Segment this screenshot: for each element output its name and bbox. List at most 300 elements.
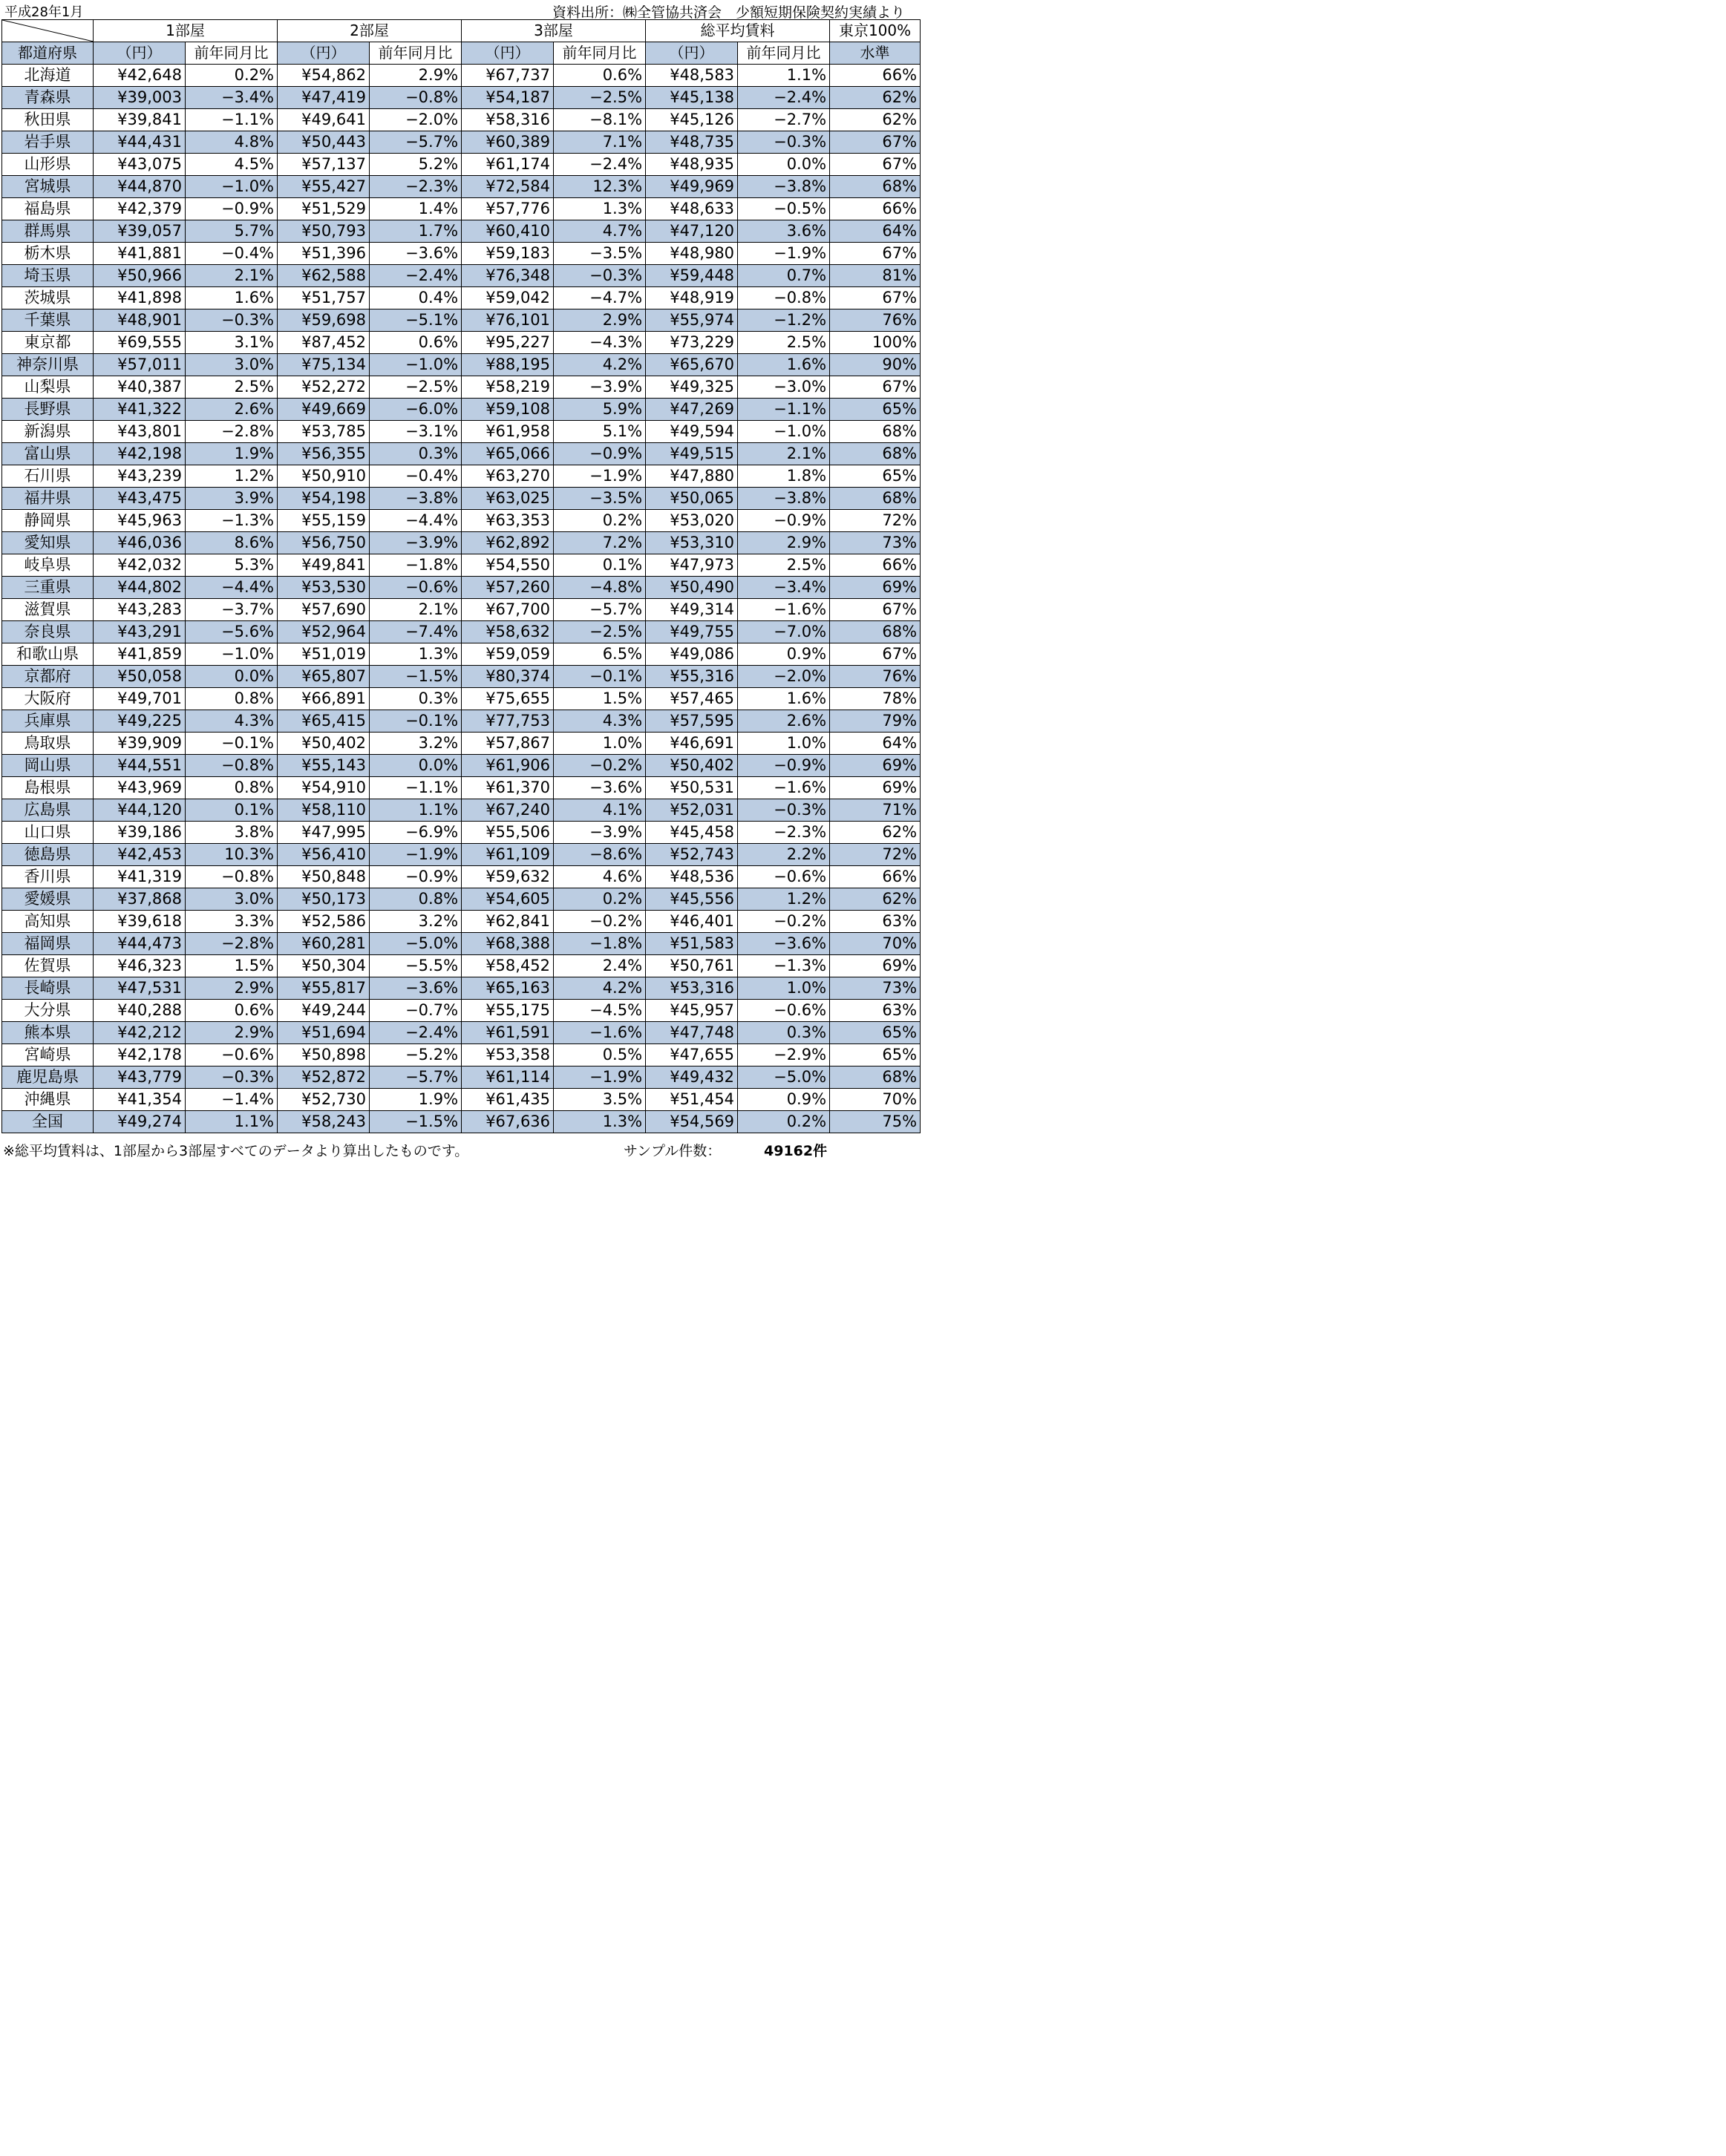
value-cell: ¥55,974 [646, 309, 738, 332]
value-cell: ¥47,973 [646, 554, 738, 577]
table-row [2, 243, 921, 265]
value-cell: 69% [830, 755, 921, 777]
value-cell: ¥39,003 [94, 87, 186, 109]
value-cell: ¥48,935 [646, 154, 738, 176]
value-cell: −1.0% [186, 176, 278, 198]
value-cell: ¥57,595 [646, 710, 738, 733]
value-cell: ¥50,966 [94, 265, 186, 287]
prefecture-cell: 栃木県 [2, 243, 94, 265]
value-cell: ¥65,670 [646, 354, 738, 376]
value-cell: ¥55,159 [278, 510, 370, 532]
value-cell: ¥51,019 [278, 643, 370, 666]
table-row [2, 933, 921, 955]
value-cell: 70% [830, 933, 921, 955]
prefecture-cell: 宮城県 [2, 176, 94, 198]
table-row [2, 354, 921, 376]
value-cell: 1.9% [186, 443, 278, 465]
table-row [2, 1111, 921, 1133]
value-cell: 4.5% [186, 154, 278, 176]
prefecture-cell: 静岡県 [2, 510, 94, 532]
value-cell: −1.6% [738, 599, 830, 621]
table-row [2, 176, 921, 198]
table-row [2, 532, 921, 554]
value-cell: ¥50,898 [278, 1044, 370, 1066]
value-cell: −3.4% [738, 577, 830, 599]
value-cell: 64% [830, 220, 921, 243]
group-header-3room: 3部屋 [462, 20, 646, 42]
value-cell: ¥65,415 [278, 710, 370, 733]
value-cell: ¥42,178 [94, 1044, 186, 1066]
value-cell: 2.1% [738, 443, 830, 465]
table-row [2, 755, 921, 777]
value-cell: 5.9% [554, 399, 646, 421]
table-row [2, 510, 921, 532]
value-cell: 1.4% [370, 198, 462, 220]
value-cell: ¥61,591 [462, 1022, 554, 1044]
table-row [2, 309, 921, 332]
prefecture-cell: 新潟県 [2, 421, 94, 443]
value-cell: ¥41,322 [94, 399, 186, 421]
prefecture-cell: 大分県 [2, 1000, 94, 1022]
prefecture-cell: 高知県 [2, 911, 94, 933]
value-cell: ¥37,868 [94, 888, 186, 911]
value-cell: ¥45,138 [646, 87, 738, 109]
prefecture-cell: 茨城県 [2, 287, 94, 309]
value-cell: ¥52,743 [646, 844, 738, 866]
table-row [2, 710, 921, 733]
value-cell: 3.3% [186, 911, 278, 933]
value-cell: ¥53,316 [646, 977, 738, 1000]
prefecture-cell: 愛媛県 [2, 888, 94, 911]
value-cell: ¥43,475 [94, 488, 186, 510]
value-cell: ¥67,240 [462, 799, 554, 822]
value-cell: 2.5% [738, 554, 830, 577]
value-cell: 67% [830, 131, 921, 154]
value-cell: ¥49,594 [646, 421, 738, 443]
value-cell: 67% [830, 599, 921, 621]
value-cell: ¥51,396 [278, 243, 370, 265]
value-cell: 65% [830, 1022, 921, 1044]
table-row [2, 911, 921, 933]
value-cell: ¥44,120 [94, 799, 186, 822]
value-cell: 1.6% [738, 354, 830, 376]
value-cell: 3.6% [738, 220, 830, 243]
value-cell: ¥49,086 [646, 643, 738, 666]
value-cell: −5.0% [370, 933, 462, 955]
value-cell: 69% [830, 777, 921, 799]
value-cell: −0.6% [738, 1000, 830, 1022]
value-cell: 0.6% [186, 1000, 278, 1022]
value-cell: 0.9% [738, 643, 830, 666]
value-cell: ¥67,737 [462, 65, 554, 87]
value-cell: −0.6% [738, 866, 830, 888]
prefecture-cell: 鹿児島県 [2, 1066, 94, 1089]
value-cell: −0.4% [370, 465, 462, 488]
value-cell: ¥44,802 [94, 577, 186, 599]
value-cell: 3.9% [186, 488, 278, 510]
table-row [2, 1044, 921, 1066]
value-cell: ¥75,134 [278, 354, 370, 376]
value-cell: ¥42,648 [94, 65, 186, 87]
value-cell: ¥49,244 [278, 1000, 370, 1022]
value-cell: 5.2% [370, 154, 462, 176]
value-cell: ¥87,452 [278, 332, 370, 354]
table-row [2, 265, 921, 287]
value-cell: 76% [830, 666, 921, 688]
value-cell: 2.9% [186, 1022, 278, 1044]
value-cell: 73% [830, 532, 921, 554]
header-row-sub [2, 42, 921, 65]
value-cell: 69% [830, 577, 921, 599]
value-cell: −7.0% [738, 621, 830, 643]
value-cell: −4.3% [554, 332, 646, 354]
value-cell: −2.4% [738, 87, 830, 109]
prefecture-cell: 奈良県 [2, 621, 94, 643]
value-cell: 67% [830, 643, 921, 666]
prefecture-cell: 群馬県 [2, 220, 94, 243]
value-cell: 81% [830, 265, 921, 287]
value-cell: 0.4% [370, 287, 462, 309]
value-cell: 1.2% [186, 465, 278, 488]
table-body [2, 65, 921, 1133]
value-cell: −0.1% [554, 666, 646, 688]
value-cell: ¥50,910 [278, 465, 370, 488]
prefecture-cell: 山口県 [2, 822, 94, 844]
value-cell: −4.4% [186, 577, 278, 599]
prefecture-cell: 島根県 [2, 777, 94, 799]
table-row [2, 777, 921, 799]
value-cell: 0.8% [186, 688, 278, 710]
value-cell: ¥61,109 [462, 844, 554, 866]
value-cell: 68% [830, 488, 921, 510]
value-cell: ¥61,435 [462, 1089, 554, 1111]
prefecture-cell: 東京都 [2, 332, 94, 354]
value-cell: 90% [830, 354, 921, 376]
value-cell: ¥52,872 [278, 1066, 370, 1089]
value-cell: ¥59,108 [462, 399, 554, 421]
value-cell: ¥80,374 [462, 666, 554, 688]
value-cell: ¥49,701 [94, 688, 186, 710]
value-cell: −1.1% [370, 777, 462, 799]
value-cell: ¥54,569 [646, 1111, 738, 1133]
value-cell: ¥45,458 [646, 822, 738, 844]
prefecture-cell: 富山県 [2, 443, 94, 465]
value-cell: −0.3% [186, 309, 278, 332]
value-cell: 7.2% [554, 532, 646, 554]
value-cell: 62% [830, 822, 921, 844]
value-cell: ¥52,272 [278, 376, 370, 399]
value-cell: 72% [830, 510, 921, 532]
value-cell: ¥49,314 [646, 599, 738, 621]
value-cell: −0.9% [554, 443, 646, 465]
value-cell: ¥42,379 [94, 198, 186, 220]
value-cell: 2.9% [554, 309, 646, 332]
value-cell: ¥45,963 [94, 510, 186, 532]
value-cell: 0.8% [186, 777, 278, 799]
value-cell: −2.0% [738, 666, 830, 688]
group-header-tokyo-index: 東京100% [830, 20, 921, 42]
value-cell: ¥53,310 [646, 532, 738, 554]
value-cell: ¥54,187 [462, 87, 554, 109]
value-cell: ¥51,454 [646, 1089, 738, 1111]
value-cell: 67% [830, 243, 921, 265]
value-cell: ¥55,316 [646, 666, 738, 688]
value-cell: ¥49,841 [278, 554, 370, 577]
value-cell: 63% [830, 1000, 921, 1022]
value-cell: 2.6% [186, 399, 278, 421]
yoy-header: 前年同月比 [554, 42, 646, 65]
value-cell: ¥50,443 [278, 131, 370, 154]
value-cell: ¥62,892 [462, 532, 554, 554]
value-cell: ¥43,969 [94, 777, 186, 799]
value-cell: ¥59,448 [646, 265, 738, 287]
value-cell: −1.9% [370, 844, 462, 866]
value-cell: −5.7% [370, 131, 462, 154]
value-cell: −0.8% [186, 866, 278, 888]
value-cell: ¥48,980 [646, 243, 738, 265]
prefecture-cell: 山梨県 [2, 376, 94, 399]
value-cell: ¥77,753 [462, 710, 554, 733]
value-cell: ¥50,065 [646, 488, 738, 510]
value-cell: 1.0% [554, 733, 646, 755]
value-cell: 68% [830, 443, 921, 465]
prefecture-cell: 徳島県 [2, 844, 94, 866]
value-cell: 1.8% [738, 465, 830, 488]
value-cell: ¥62,841 [462, 911, 554, 933]
value-cell: 65% [830, 465, 921, 488]
prefecture-cell: 全国 [2, 1111, 94, 1133]
value-cell: ¥62,588 [278, 265, 370, 287]
value-cell: 62% [830, 87, 921, 109]
sample-count-label: サンプル件数： [624, 1143, 722, 1159]
prefecture-cell: 福岡県 [2, 933, 94, 955]
value-cell: ¥41,898 [94, 287, 186, 309]
value-cell: 0.3% [370, 688, 462, 710]
value-cell: ¥51,757 [278, 287, 370, 309]
value-cell: ¥58,243 [278, 1111, 370, 1133]
value-cell: −1.0% [738, 421, 830, 443]
value-cell: ¥66,891 [278, 688, 370, 710]
prefecture-cell: 佐賀県 [2, 955, 94, 977]
value-cell: ¥49,969 [646, 176, 738, 198]
value-cell: 71% [830, 799, 921, 822]
value-cell: −0.8% [370, 87, 462, 109]
value-cell: ¥58,452 [462, 955, 554, 977]
value-cell: ¥56,410 [278, 844, 370, 866]
value-cell: −3.9% [554, 822, 646, 844]
table-row [2, 332, 921, 354]
value-cell: ¥42,198 [94, 443, 186, 465]
prefecture-cell: 山形県 [2, 154, 94, 176]
value-cell: ¥47,748 [646, 1022, 738, 1044]
value-cell: 66% [830, 554, 921, 577]
value-cell: −3.9% [370, 532, 462, 554]
value-cell: 0.6% [370, 332, 462, 354]
value-cell: ¥47,419 [278, 87, 370, 109]
value-cell: ¥76,101 [462, 309, 554, 332]
value-cell: −2.4% [370, 1022, 462, 1044]
value-cell: ¥59,183 [462, 243, 554, 265]
value-cell: ¥53,358 [462, 1044, 554, 1066]
value-cell: ¥50,173 [278, 888, 370, 911]
value-cell: 0.7% [738, 265, 830, 287]
table-row [2, 955, 921, 977]
value-cell: ¥47,880 [646, 465, 738, 488]
value-cell: ¥50,531 [646, 777, 738, 799]
value-cell: ¥59,059 [462, 643, 554, 666]
value-cell: −1.4% [186, 1089, 278, 1111]
value-cell: ¥43,283 [94, 599, 186, 621]
prefecture-cell: 神奈川県 [2, 354, 94, 376]
value-cell: −0.3% [738, 799, 830, 822]
value-cell: ¥47,655 [646, 1044, 738, 1066]
value-cell: ¥49,641 [278, 109, 370, 131]
prefecture-cell: 千葉県 [2, 309, 94, 332]
value-cell: ¥51,694 [278, 1022, 370, 1044]
value-cell: −1.6% [554, 1022, 646, 1044]
prefecture-cell: 熊本県 [2, 1022, 94, 1044]
value-cell: −0.1% [186, 733, 278, 755]
value-cell: −0.8% [738, 287, 830, 309]
prefecture-cell: 岡山県 [2, 755, 94, 777]
table-row [2, 1022, 921, 1044]
value-cell: 65% [830, 1044, 921, 1066]
yen-header: （円） [278, 42, 370, 65]
value-cell: ¥43,075 [94, 154, 186, 176]
value-cell: −3.8% [370, 488, 462, 510]
value-cell: −3.8% [738, 176, 830, 198]
table-row [2, 977, 921, 1000]
value-cell: 1.1% [370, 799, 462, 822]
value-cell: ¥44,431 [94, 131, 186, 154]
value-cell: ¥55,506 [462, 822, 554, 844]
table-row [2, 131, 921, 154]
value-cell: 70% [830, 1089, 921, 1111]
value-cell: −0.9% [738, 510, 830, 532]
yoy-header: 前年同月比 [738, 42, 830, 65]
value-cell: −3.4% [186, 87, 278, 109]
value-cell: ¥49,515 [646, 443, 738, 465]
value-cell: ¥57,011 [94, 354, 186, 376]
table-row [2, 220, 921, 243]
value-cell: −1.8% [554, 933, 646, 955]
value-cell: −1.1% [186, 109, 278, 131]
value-cell: ¥41,319 [94, 866, 186, 888]
prefecture-cell: 青森県 [2, 87, 94, 109]
value-cell: 2.1% [370, 599, 462, 621]
value-cell: ¥75,655 [462, 688, 554, 710]
value-cell: ¥40,288 [94, 1000, 186, 1022]
value-cell: −1.5% [370, 1111, 462, 1133]
value-cell: ¥57,465 [646, 688, 738, 710]
table-row [2, 465, 921, 488]
prefecture-cell: 石川県 [2, 465, 94, 488]
prefecture-cell: 北海道 [2, 65, 94, 87]
value-cell: ¥57,690 [278, 599, 370, 621]
table-row [2, 577, 921, 599]
value-cell: −0.6% [370, 577, 462, 599]
value-cell: 79% [830, 710, 921, 733]
value-cell: ¥40,387 [94, 376, 186, 399]
value-cell: ¥48,919 [646, 287, 738, 309]
value-cell: ¥65,066 [462, 443, 554, 465]
value-cell: 3.2% [370, 911, 462, 933]
value-cell: 6.5% [554, 643, 646, 666]
value-cell: −5.7% [554, 599, 646, 621]
value-cell: −8.6% [554, 844, 646, 866]
value-cell: −1.0% [186, 643, 278, 666]
prefecture-cell: 福井県 [2, 488, 94, 510]
value-cell: −1.3% [186, 510, 278, 532]
value-cell: ¥50,058 [94, 666, 186, 688]
value-cell: −1.3% [738, 955, 830, 977]
value-cell: ¥61,174 [462, 154, 554, 176]
value-cell: −0.3% [738, 131, 830, 154]
value-cell: ¥61,114 [462, 1066, 554, 1089]
prefecture-cell: 埼玉県 [2, 265, 94, 287]
value-cell: 10.3% [186, 844, 278, 866]
value-cell: 73% [830, 977, 921, 1000]
value-cell: ¥59,698 [278, 309, 370, 332]
prefecture-cell: 三重県 [2, 577, 94, 599]
value-cell: −5.0% [738, 1066, 830, 1089]
table-row [2, 399, 921, 421]
value-cell: −0.1% [370, 710, 462, 733]
value-cell: ¥58,632 [462, 621, 554, 643]
prefecture-cell: 鳥取県 [2, 733, 94, 755]
group-header-1room: 1部屋 [94, 20, 278, 42]
value-cell: ¥49,274 [94, 1111, 186, 1133]
value-cell: ¥41,859 [94, 643, 186, 666]
value-cell: −3.5% [554, 243, 646, 265]
value-cell: −1.9% [554, 465, 646, 488]
value-cell: ¥39,186 [94, 822, 186, 844]
prefecture-header: 都道府県 [2, 42, 94, 65]
value-cell: −2.3% [738, 822, 830, 844]
value-cell: −2.4% [370, 265, 462, 287]
value-cell: −2.5% [370, 376, 462, 399]
value-cell: −5.6% [186, 621, 278, 643]
value-cell: −5.7% [370, 1066, 462, 1089]
value-cell: −1.8% [370, 554, 462, 577]
value-cell: 1.7% [370, 220, 462, 243]
value-cell: 1.0% [738, 733, 830, 755]
table-row [2, 154, 921, 176]
value-cell: 67% [830, 287, 921, 309]
value-cell: −3.5% [554, 488, 646, 510]
value-cell: ¥42,212 [94, 1022, 186, 1044]
value-cell: 7.1% [554, 131, 646, 154]
value-cell: ¥53,530 [278, 577, 370, 599]
value-cell: −1.1% [738, 399, 830, 421]
value-cell: 1.1% [186, 1111, 278, 1133]
value-cell: ¥45,556 [646, 888, 738, 911]
value-cell: ¥47,531 [94, 977, 186, 1000]
value-cell: 78% [830, 688, 921, 710]
value-cell: ¥39,618 [94, 911, 186, 933]
value-cell: −4.8% [554, 577, 646, 599]
value-cell: 2.2% [738, 844, 830, 866]
value-cell: −0.3% [554, 265, 646, 287]
value-cell: ¥54,550 [462, 554, 554, 577]
value-cell: ¥68,388 [462, 933, 554, 955]
value-cell: ¥41,354 [94, 1089, 186, 1111]
value-cell: −2.3% [370, 176, 462, 198]
value-cell: ¥42,032 [94, 554, 186, 577]
value-cell: 1.5% [186, 955, 278, 977]
value-cell: 0.2% [554, 888, 646, 911]
value-cell: ¥47,269 [646, 399, 738, 421]
